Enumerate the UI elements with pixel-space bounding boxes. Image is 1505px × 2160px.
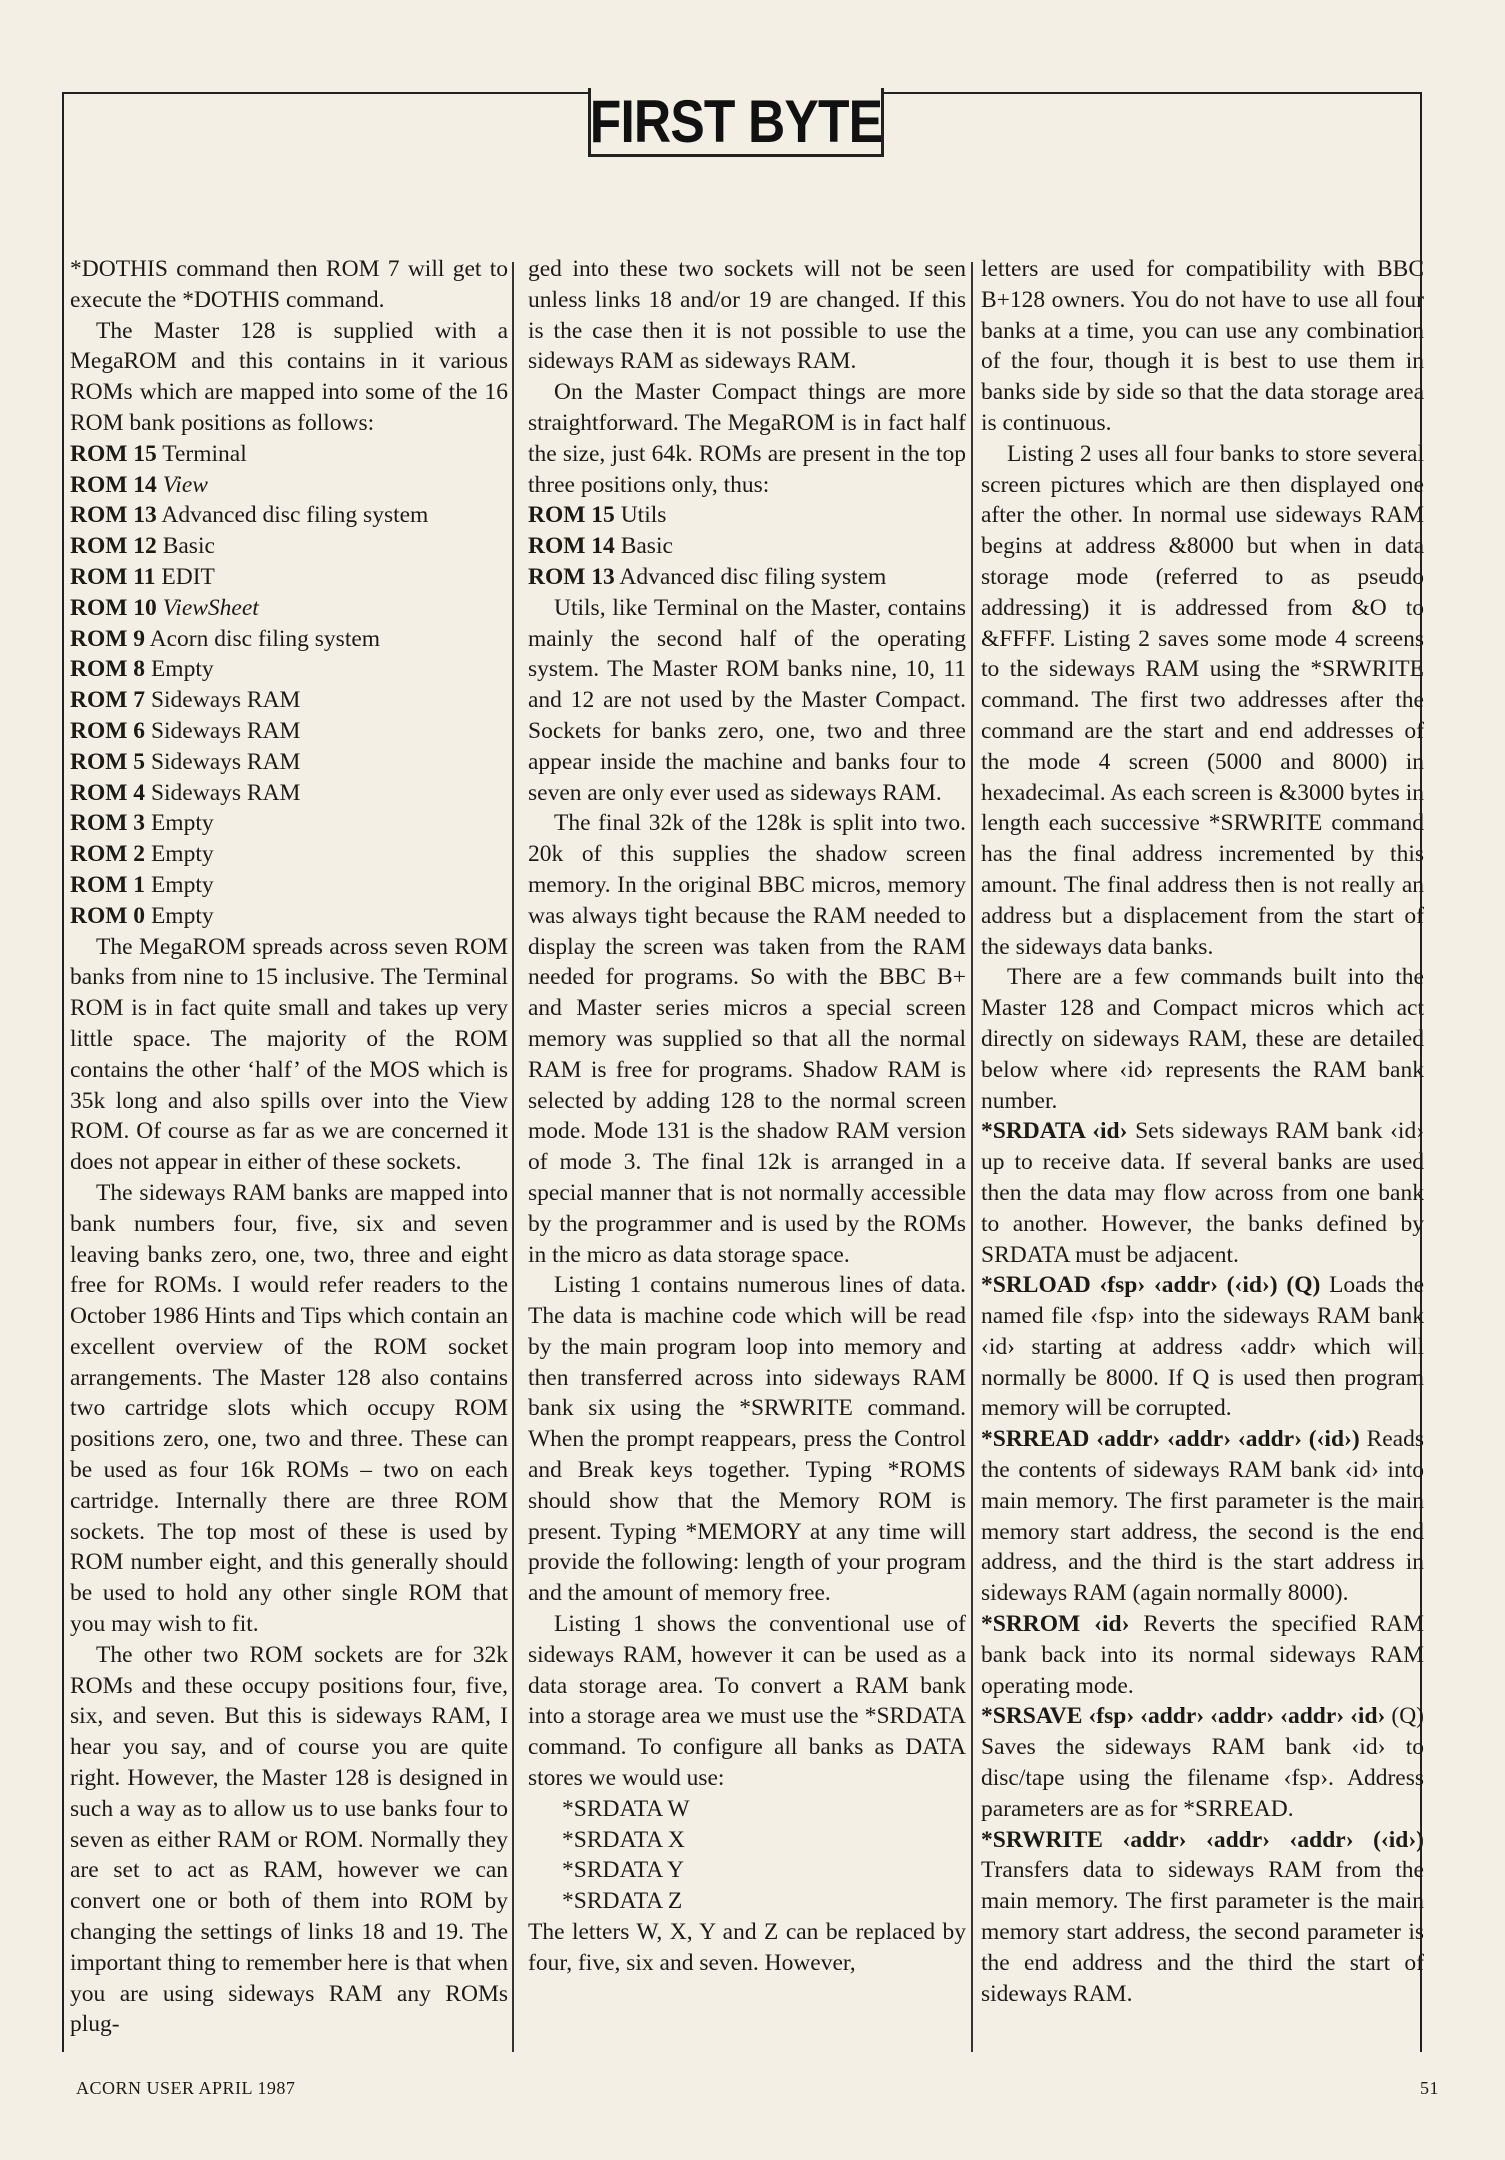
rom-number: ROM 9 [70, 625, 146, 652]
rom-name: Advanced disc filing system [161, 502, 429, 529]
rom-number: ROM 0 [70, 902, 146, 929]
rom-number: ROM 13 [70, 502, 157, 529]
rom-list-item [528, 500, 966, 531]
rom-number: ROM 10 [70, 594, 157, 621]
paragraph: letters are used for compatibility with BBC B+128 owners. You do not have to use all four banks at a time, you can use any combination of the four, though it is best to use them in banks side by side so that the data storage area is continuous. [981, 256, 1424, 436]
command-description: Sets sideways RAM bank ‹id› up to receive data. If several banks are used then the data may flow across from one bank to another. However, the banks defined by SRDATA must be adjacent. [981, 1118, 1425, 1268]
command-definition [981, 1116, 1424, 1270]
paragraph: The sideways RAM banks are mapped into bank numbers four, five, six and seven leaving banks zero, one, two, three and eight free for ROMs. I would refer readers to the October 1986 Hints and Tips which contain an excellent overview of the ROM socket arrangements. The Master 128 also contains two cartridge slots which occupy ROM positions zero, one, two and three. These can be used as four 16k ROMs – two on each cartridge. Internally there are three ROM sockets. The top most of these is used by ROM number eight, and this generally should be used to hold any other single ROM that you may wish to fit. [70, 1179, 508, 1638]
rom-name: Utils [620, 502, 667, 529]
command-term: *SRDATA ‹id› [981, 1118, 1128, 1145]
rom-list-item [528, 531, 966, 562]
paragraph: There are a few commands built into the Master 128 and Compact micros which act directly on sideways RAM, these are detailed below where ‹id› represents the RAM bank number. [981, 964, 1424, 1114]
rom-name: Empty [150, 871, 214, 898]
rom-list-item [70, 778, 508, 809]
command-description: (Q) Saves the sideways RAM bank ‹id› to disc/tape using the filename ‹fsp›. Address parameters are as for *SRREAD. [981, 1703, 1424, 1822]
rom-name: Advanced disc filing system [619, 563, 887, 590]
paragraph: The Master 128 is supplied with a MegaROM and this contains in it various ROMs which are mapped into some of the 16 ROM bank positions as follows: [70, 317, 508, 436]
command-definition [981, 1424, 1424, 1609]
article-column-3 [981, 254, 1424, 2009]
command-line: *SRDATA Z [562, 1888, 683, 1915]
rom-number: ROM 4 [70, 779, 146, 806]
rom-name: Empty [150, 810, 214, 837]
rom-number: ROM 6 [70, 717, 146, 744]
footer-publication: ACORN USER APRIL 1987 [76, 2078, 296, 2098]
paragraph: Listing 1 contains numerous lines of data. The data is machine code which will be read by the main program loop into memory and then transferred across into sideways RAM bank six using the *SRWRITE command. When the prompt reappears, press the Control and Break keys together. Typing *ROMS should show that the Memory ROM is present. Typing *MEMORY at any time will provide the following: length of your program and the amount of memory free. [528, 1272, 966, 1607]
rom-number: ROM 2 [70, 841, 146, 868]
command-description: Loads the named file ‹fsp› into the sideways RAM bank ‹id› starting at address ‹addr› which will normally be 8000. If Q is used then program memory will be corrupted. [981, 1272, 1424, 1422]
page-title: FIRST BYTE [589, 87, 883, 155]
rom-name: Terminal [162, 440, 247, 467]
rom-name: Sideways RAM [150, 779, 301, 806]
paragraph: The final 32k of the 128k is split into two. 20k of this supplies the shadow screen memory. In the original BBC micros, memory was always tight because the RAM needed to display the screen was taken from the RAM needed for programs. So with the BBC B+ and Master series micros a special screen memory was supplied so that all the normal RAM is free for programs. Shadow RAM is selected by adding 128 to the normal screen mode. Mode 131 is the shadow RAM version of mode 3. The final 12k is arranged in a special manner that is not normally accessible by the programmer and is used by the ROMs in the micro as data storage space. [528, 810, 966, 1268]
rom-number: ROM 15 [70, 440, 157, 467]
rom-number: ROM 11 [70, 563, 156, 590]
rom-number: ROM 1 [70, 871, 146, 898]
article-column-2 [528, 254, 966, 1979]
paragraph: The other two ROM sockets are for 32k ROMs and these occupy positions four, five, six, and seven. But this is sideways RAM, I hear you say, and of course you are quite right. However, the Master 128 is designed in such a way as to allow us to use banks four to seven as either RAM or ROM. Normally they are set to act as RAM, however we can convert one or both of them into ROM by changing the settings of links 18 and 19. The important thing to remember here is that when you are using sideways RAM any ROMs plug- [70, 1641, 508, 2038]
command-term: *SRREAD ‹addr› ‹addr› ‹addr› (‹id›) [981, 1426, 1360, 1453]
paragraph: Listing 2 uses all four banks to store several screen pictures which are then displayed one after the other. In normal use sideways RAM begins at address &8000 but when in data storage mode (referred to as pseudo addressing) it is addressed from &O to &FFFF. Listing 2 saves some mode 4 screens to the sideways RAM using the *SRWRITE command. The first two addresses after the command are the start and end addresses of the mode 4 screen (5000 and 8000) in hexadecimal. As each screen is &3000 bytes in length each successive *SRWRITE command has the final address incremented by this amount. The final address then is not really an address but a displacement from the start of the sideways data banks. [981, 440, 1424, 960]
paragraph: The MegaROM spreads across seven ROM banks from nine to 15 inclusive. The Terminal ROM is in fact quite small and takes up very little space. The majority of the ROM contains the other ‘half’ of the MOS which is 35k long and also spills over into the View ROM. Of course as far as we are concerned it does not appear in either of these sockets. [70, 933, 508, 1176]
rom-list-item [70, 562, 508, 593]
rom-list-item [70, 685, 508, 716]
paragraph: Utils, like Terminal on the Master, contains mainly the second half of the operating system. The Master ROM banks nine, 10, 11 and 12 are not used by the Master Compact. Sockets for banks zero, one, two and three appear inside the machine and banks four to seven are only ever used as sideways RAM. [528, 594, 966, 806]
rom-list-item [70, 839, 508, 870]
command-term: *SRLOAD ‹fsp› ‹addr› (‹id›) (Q) [981, 1272, 1321, 1299]
paragraph: ged into these two sockets will not be seen unless links 18 and/or 19 are changed. If this is the case then it is not possible to use the sideways RAM as sideways RAM. [528, 256, 966, 375]
rom-list-item [70, 470, 508, 501]
command-description: Reads the contents of sideways RAM bank ‹id› into main memory. The first parameter is the main memory start address, the second is the end address, and the third is the start address in sideways RAM (again normally 8000). [981, 1426, 1424, 1607]
rom-name: Empty [150, 902, 214, 929]
page-number: 51 [1420, 2078, 1439, 2098]
rom-list-item [70, 593, 508, 624]
rom-list-item [70, 500, 508, 531]
rom-number: ROM 14 [528, 533, 615, 560]
rom-name: Sideways RAM [150, 687, 301, 714]
rom-name: EDIT [161, 563, 215, 590]
command-line: *SRDATA W [562, 1795, 690, 1822]
rom-number: ROM 12 [70, 533, 157, 560]
rom-list-item [528, 562, 966, 593]
command-definition [981, 1270, 1424, 1424]
rom-number: ROM 13 [528, 563, 615, 590]
command-definition [981, 1609, 1424, 1701]
rom-name: Basic [620, 533, 673, 560]
rom-number: ROM 14 [70, 471, 157, 498]
rom-list-item [70, 747, 508, 778]
command-description: Transfers data to sideways RAM from the main memory. The first parameter is the main memory start address, the second parameter is the end address and the third the start of sideways RAM. [981, 1857, 1424, 2007]
rom-list-item [70, 716, 508, 747]
paragraph: On the Master Compact things are more straightforward. The MegaROM is in fact half the size, just 64k. ROMs are present in the top three positions only, thus: [528, 379, 966, 498]
command-term: *SRWRITE ‹addr› ‹addr› ‹addr› (‹id›) [981, 1826, 1424, 1853]
rom-number: ROM 7 [70, 687, 146, 714]
rom-list-item [70, 531, 508, 562]
rom-name: Acorn disc filing system [149, 625, 381, 652]
header-box [588, 88, 884, 157]
column-rule-1 [512, 262, 514, 2052]
rom-name: ViewSheet [162, 594, 259, 621]
paragraph: The letters W, X, Y and Z can be replaced by four, five, six and seven. However, [528, 1919, 966, 1976]
command-term: *SRROM ‹id› [981, 1611, 1130, 1638]
rom-name: View [162, 471, 208, 498]
rom-list-item [70, 624, 508, 655]
rom-list-item [70, 870, 508, 901]
paragraph: *DOTHIS command then ROM 7 will get to execute the *DOTHIS command. [70, 256, 508, 313]
paragraph: Listing 1 shows the conventional use of sideways RAM, however it can be used as a data storage area. To convert a RAM bank into a storage area we must use the *SRDATA command. To configure all banks as DATA stores we would use: [528, 1611, 966, 1792]
rom-name: Basic [162, 533, 215, 560]
command-line: *SRDATA Y [562, 1857, 684, 1884]
rom-number: ROM 15 [528, 502, 615, 529]
rom-list-item [70, 901, 508, 932]
rom-number: ROM 3 [70, 810, 146, 837]
command-description: Reverts the specified RAM bank back into its normal sideways RAM operating mode. [981, 1611, 1424, 1699]
command-term: *SRSAVE ‹fsp› ‹addr› ‹addr› ‹addr› ‹id› [981, 1703, 1386, 1730]
rom-list-item [70, 808, 508, 839]
command-line: *SRDATA X [562, 1826, 685, 1853]
column-rule-2 [971, 262, 973, 2052]
rom-name: Empty [150, 841, 214, 868]
rom-list-item [70, 439, 508, 470]
rom-name: Empty [150, 656, 214, 683]
rom-number: ROM 8 [70, 656, 146, 683]
rom-name: Sideways RAM [150, 748, 301, 775]
command-definition [981, 1825, 1424, 2010]
command-definition [981, 1701, 1424, 1824]
rom-name: Sideways RAM [150, 717, 301, 744]
frame-left-rule [62, 92, 64, 2052]
article-column-1 [70, 254, 508, 2040]
rom-number: ROM 5 [70, 748, 146, 775]
rom-list-item [70, 654, 508, 685]
